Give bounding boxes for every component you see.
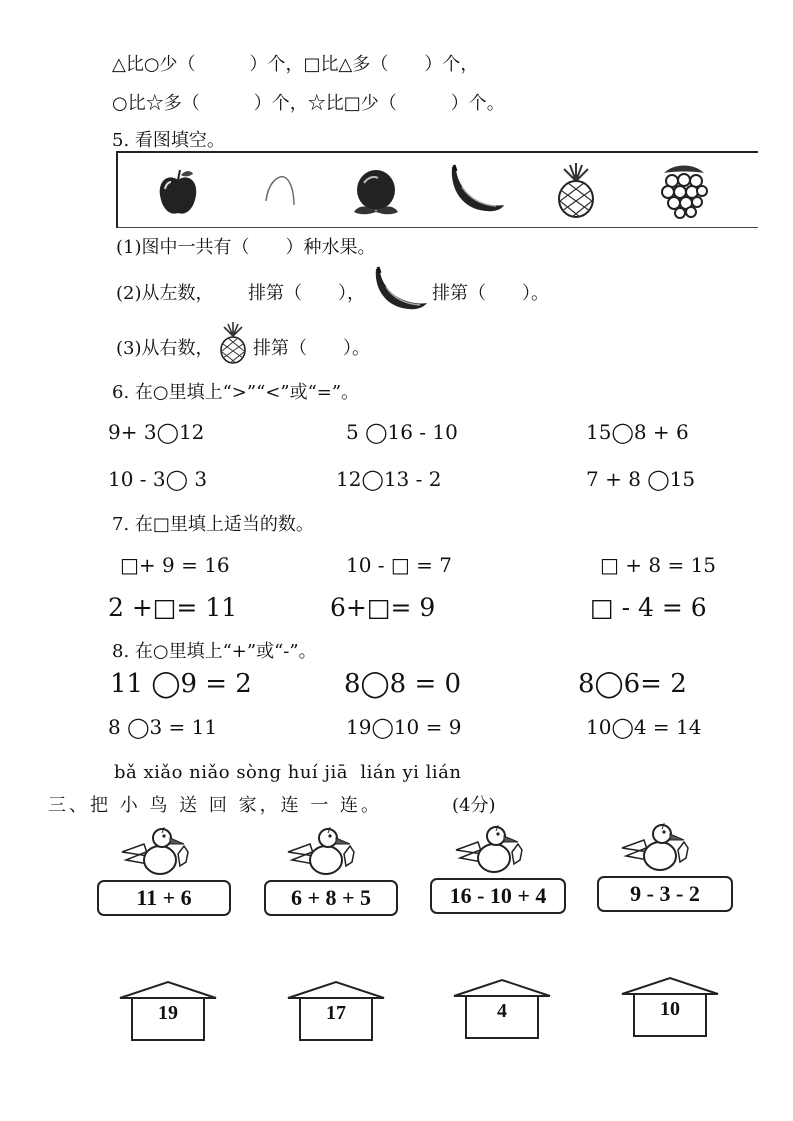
bird-icon [452,824,532,878]
q7-item: □+ 9 = 16 [120,553,230,577]
apple-icon [156,167,200,217]
q6-item: 15◯8 + 6 [586,420,689,444]
house[interactable] [286,980,386,1042]
q5-sub1: (1)图中一共有（ ）种水果。 [116,237,376,258]
house[interactable] [620,976,720,1038]
bird-expression[interactable]: 6 + 8 + 5 [264,880,398,916]
grapes-icon [658,161,710,221]
peach-icon [350,165,402,219]
house-number: 19 [158,1002,178,1024]
q5-sub3-prefix: (3)从右数， [116,338,214,359]
q8-item: 11 ◯9 = 2 [110,669,252,699]
q6-item: 12◯13 - 2 [336,467,442,491]
q8-item: 8 ◯3 = 11 [108,715,218,739]
q6-item: 5 ◯16 - 10 [346,420,458,444]
q7-item: □ + 8 = 15 [600,553,717,577]
q7-item: 2 +□= 11 [108,593,238,622]
banana-icon [446,161,508,219]
house[interactable] [118,980,218,1042]
pineapple-icon [216,322,250,364]
bird-expression[interactable]: 11 + 6 [97,880,231,916]
house-number: 4 [497,1000,507,1022]
house-number: 17 [326,1002,346,1024]
bird-icon [618,822,698,876]
q5-sub2-middle: 排第（ ）， [248,283,365,304]
q6-item: 7 + 8 ◯15 [586,467,696,491]
section3-title: 三、把 小 鸟 送 回 家，连 一 连。 [48,795,383,816]
q6-item: 9+ 3◯12 [108,420,205,444]
q6-title: 6. 在○里填上“>”“<”或“=”。 [112,382,360,403]
bird-expression[interactable]: 16 - 10 + 4 [430,878,566,914]
q7-item: □ - 4 = 6 [590,593,707,622]
q8-item: 19◯10 = 9 [346,715,462,739]
q7-title: 7. 在□里填上适当的数。 [112,514,314,535]
section3-pinyin: bǎ xiǎo niǎo sòng huí jiā lián yi lián [114,762,462,783]
q5-sub3-suffix: 排第（ ）。 [253,338,370,359]
q4-line1: △比○少（ ）个，□比△多（ ）个， [112,54,479,75]
house[interactable] [452,978,552,1040]
q6-item: 10 - 3◯ 3 [108,467,208,491]
bird-icon [118,826,198,880]
q5-sub2-prefix: (2)从左数， [116,283,214,304]
q8-item: 8◯6= 2 [578,669,687,699]
q7-item: 6+□= 9 [330,593,436,622]
q5-title: 5. 看图填空。 [112,130,225,151]
pineapple-icon [552,163,600,219]
bird-expression[interactable]: 9 - 3 - 2 [597,876,733,912]
banana-icon [372,265,430,315]
bird-icon [284,826,364,880]
fruit-strip [116,151,758,228]
q8-item: 10◯4 = 14 [586,715,702,739]
banana-outline-icon [262,171,298,215]
house-number: 10 [660,998,680,1020]
q8-title: 8. 在○里填上“+”或“-”。 [112,641,317,662]
section3-points: (4分) [452,795,496,816]
q7-item: 10 - □ = 7 [346,553,453,577]
q5-sub2-suffix: 排第（ ）。 [432,283,549,304]
q8-item: 8◯8 = 0 [344,669,462,699]
q4-line2: ○比☆多（ ）个，☆比□少（ ）个。 [112,93,505,114]
